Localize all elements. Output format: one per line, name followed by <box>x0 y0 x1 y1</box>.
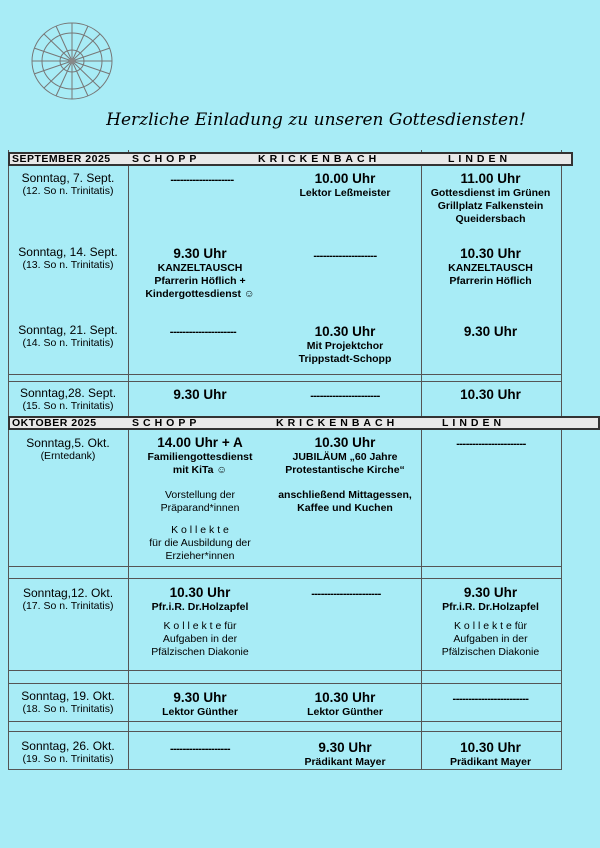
sunday-label: (15. So n. Trinitatis) <box>22 400 114 412</box>
service-time: 9.30 Uhr <box>463 585 518 600</box>
no-service: ---------------------- <box>310 390 380 402</box>
month-label: SEPTEMBER 2025 <box>12 153 111 165</box>
sunday-label: (12. So n. Trinitatis) <box>22 185 114 197</box>
column-header-linden: LINDEN <box>448 153 512 165</box>
collection-note: K o l l e k t e für <box>454 620 527 632</box>
date-cell <box>8 436 128 463</box>
collection-note: für die Ausbildung der <box>149 537 251 549</box>
row-divider <box>8 683 561 684</box>
service-info: Lektor Leßmeister <box>299 187 391 199</box>
service-time: 10.00 Uhr <box>314 171 376 186</box>
collection-note: Aufgaben in der <box>453 633 528 645</box>
service-info: Protestantische Kirche“ <box>285 464 405 476</box>
service-linden <box>408 171 573 226</box>
row-divider <box>8 670 561 671</box>
no-service: -------------------- <box>170 174 234 186</box>
church-logo-icon <box>28 20 116 102</box>
service-info: Familiengottesdienst <box>147 451 253 463</box>
service-linden <box>408 387 573 403</box>
service-info: Pfr.i.R. Dr.Holzapfel <box>442 601 539 613</box>
sunday-label: (14. So n. Trinitatis) <box>22 337 114 349</box>
month-header-oktober <box>8 416 600 430</box>
collection-note: Pfälzischen Diakonie <box>151 646 249 658</box>
service-note: Vorstellung der <box>164 489 236 501</box>
service-time: 10.30 Uhr <box>314 435 376 450</box>
service-linden <box>408 246 573 288</box>
table-border <box>561 150 562 770</box>
service-table <box>8 150 561 770</box>
month-label: OKTOBER 2025 <box>12 417 97 429</box>
date-cell <box>8 386 128 413</box>
column-header-krickenbach: KRICKENBACH <box>258 153 381 165</box>
row-divider <box>8 721 561 722</box>
service-krickenbach <box>256 435 434 515</box>
service-schopp <box>120 585 280 659</box>
date-cell <box>8 323 128 350</box>
service-note: Kaffee und Kuchen <box>297 502 393 514</box>
service-time: 11.00 Uhr <box>460 171 521 186</box>
service-time: 9.30 Uhr <box>173 246 227 261</box>
row-divider <box>8 381 561 382</box>
no-service: ---------------------- <box>456 438 526 450</box>
service-info: Mit Projektchor <box>306 340 384 352</box>
service-krickenbach <box>270 324 420 366</box>
service-krickenbach <box>270 171 420 200</box>
page-title: Herzliche Einladung zu unseren Gottesdiensten! <box>106 110 526 130</box>
service-krickenbach <box>270 690 420 719</box>
service-linden <box>408 324 573 340</box>
service-schopp <box>120 690 280 719</box>
date-cell <box>8 245 128 272</box>
service-time: 10.30 Uhr <box>460 740 521 755</box>
service-info: Trippstadt-Schopp <box>298 353 392 365</box>
sunday-label: (19. So n. Trinitatis) <box>22 753 114 765</box>
row-divider <box>8 731 561 732</box>
service-schopp <box>120 246 280 301</box>
no-service: ------------------------ <box>452 693 529 705</box>
service-time: 14.00 Uhr + A <box>157 435 243 450</box>
service-time: 10.30 Uhr <box>460 246 521 261</box>
no-service: --------------------- <box>169 326 237 338</box>
service-info: KANZELTAUSCH <box>157 262 243 274</box>
date-label: Sonntag,28. Sept. <box>19 386 117 400</box>
date-cell <box>8 739 128 766</box>
sunday-label: (17. So n. Trinitatis) <box>22 600 114 612</box>
row-divider <box>8 566 561 567</box>
no-service: ---------------------- <box>311 588 381 600</box>
date-label: Sonntag, 19. Okt. <box>21 689 115 703</box>
service-info: Lektor Günther <box>162 706 238 718</box>
date-cell <box>8 171 128 198</box>
date-cell <box>8 689 128 716</box>
service-krickenbach <box>270 740 420 769</box>
column-header-linden: LINDEN <box>442 417 506 429</box>
sunday-label: (13. So n. Trinitatis) <box>22 259 114 271</box>
collection-note: K o l l e k t e <box>171 524 229 536</box>
sunday-label: (18. So n. Trinitatis) <box>22 703 114 715</box>
column-header-schopp: SCHOPP <box>132 417 201 429</box>
service-info: Lektor Günther <box>307 706 383 718</box>
no-service: -------------------- <box>313 250 377 262</box>
date-label: Sonntag,12. Okt. <box>22 586 114 600</box>
collection-note: Aufgaben in der <box>162 633 238 645</box>
service-time: 10.30 Uhr <box>314 324 376 339</box>
service-info: Prädikant Mayer <box>449 756 532 768</box>
service-time: 9.30 Uhr <box>173 690 227 705</box>
row-divider <box>8 374 561 375</box>
service-time: 10.30 Uhr <box>169 585 231 600</box>
service-time: 9.30 Uhr <box>173 387 227 402</box>
service-info: Pfarrerin Höflich + <box>154 275 246 287</box>
date-cell <box>8 586 128 613</box>
column-header-schopp: SCHOPP <box>132 153 201 165</box>
date-label: Sonntag, 26. Okt. <box>21 739 115 753</box>
service-info: Gottesdienst im Grünen <box>430 187 551 199</box>
service-info: Grillplatz Falkenstein <box>437 200 544 212</box>
collection-note: Erzieher*innen <box>165 550 235 562</box>
table-border <box>8 769 561 770</box>
service-info: mit KiTa ☺ <box>172 464 228 476</box>
collection-note: K o l l e k t e für <box>163 620 237 632</box>
no-service: ------------------- <box>169 743 231 755</box>
service-time: 10.30 Uhr <box>460 387 521 402</box>
service-time: 10.30 Uhr <box>314 690 376 705</box>
service-info: Pfr.i.R. Dr.Holzapfel <box>151 601 249 613</box>
service-note: anschließend Mittagessen, <box>278 489 412 501</box>
service-info: KANZELTAUSCH <box>448 262 533 274</box>
service-info: JUBILÄUM „60 Jahre <box>292 451 398 463</box>
date-label: Sonntag,5. Okt. <box>26 436 110 450</box>
service-linden <box>408 740 573 769</box>
column-header-krickenbach: KRICKENBACH <box>276 417 399 429</box>
sunday-label: (Erntedank) <box>40 450 96 462</box>
month-header-september <box>8 152 573 166</box>
service-time: 9.30 Uhr <box>463 324 518 339</box>
date-label: Sonntag, 21. Sept. <box>18 323 118 337</box>
service-info: Prädikant Mayer <box>304 756 386 768</box>
service-info: Queidersbach <box>455 213 526 225</box>
collection-note: Pfälzischen Diakonie <box>441 646 540 658</box>
service-info: Pfarrerin Höflich <box>449 275 532 287</box>
service-linden <box>408 585 573 659</box>
date-label: Sonntag, 7. Sept. <box>21 171 115 185</box>
service-info: Kindergottesdienst ☺ <box>145 288 255 300</box>
row-divider <box>8 578 561 579</box>
service-schopp <box>120 387 280 403</box>
service-time: 9.30 Uhr <box>318 740 372 755</box>
service-note: Präparand*innen <box>160 502 240 514</box>
date-label: Sonntag, 14. Sept. <box>18 245 118 259</box>
